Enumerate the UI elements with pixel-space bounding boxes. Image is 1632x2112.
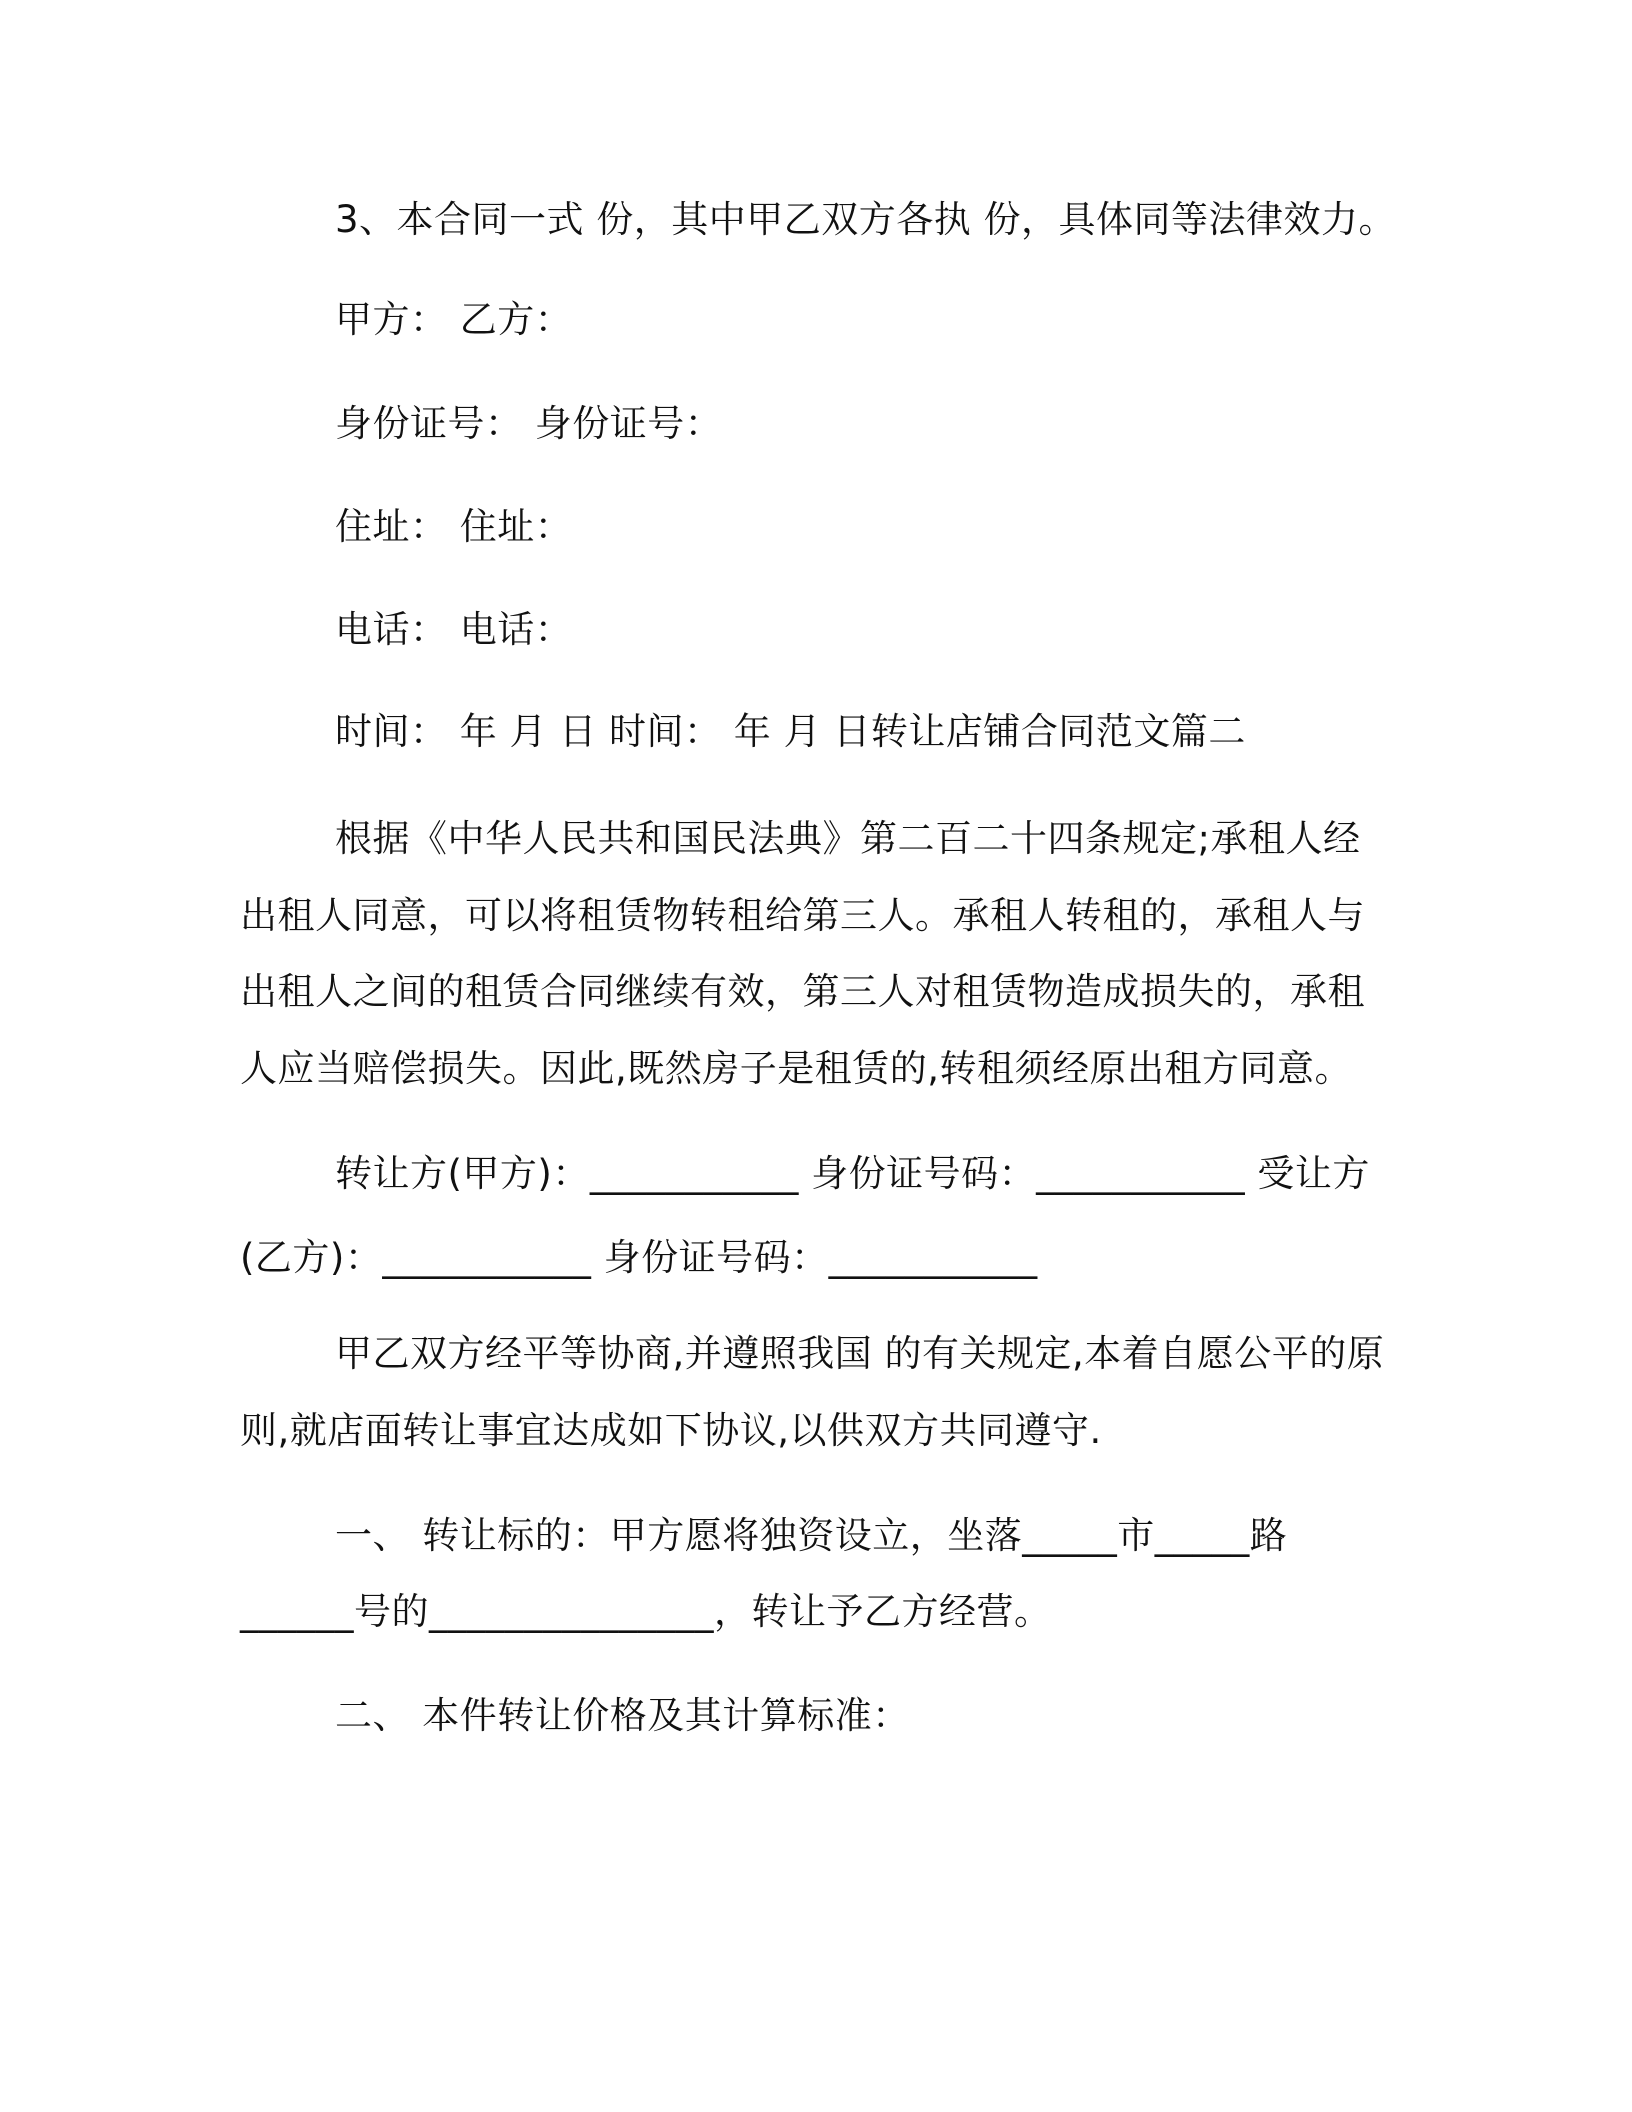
- signature-id-labels: 身份证号： 身份证号：: [335, 402, 723, 445]
- signature-party-labels: 甲方： 乙方：: [335, 298, 573, 341]
- paragraph-legal-basis-line-1: 根据《中华人民共和国民法典》第二百二十四条规定;承租人经: [335, 817, 1361, 860]
- signature-phone-labels: 电话： 电话：: [335, 608, 573, 651]
- agreement-preamble-line-1: 甲乙双方经平等协商,并遵照我国 的有关规定,本着自愿公平的原: [335, 1332, 1385, 1375]
- transferor-info-line-2: (乙方)：___________ 身份证号码：___________: [240, 1236, 1038, 1279]
- clause-1-line-2: ______号的_______________，转让予乙方经营。: [240, 1590, 1052, 1633]
- paragraph-legal-basis-line-2: 出租人同意，可以将租赁物转租给第三人。承租人转租的，承租人与: [240, 894, 1365, 937]
- transferor-info-line-1: 转让方(甲方)：___________ 身份证号码：___________ 受让方: [335, 1152, 1370, 1195]
- clause-2-heading: 二、 本件转让价格及其计算标准：: [335, 1694, 910, 1737]
- clause-3-copies: 3、本合同一式 份，其中甲乙双方各执 份，具体同等法律效力。: [335, 198, 1397, 241]
- signature-date-and-section-title: 时间： 年 月 日 时间： 年 月 日转让店铺合同范文篇二: [335, 710, 1246, 753]
- paragraph-legal-basis-line-4: 人应当赔偿损失。因此,既然房子是租赁的,转租须经原出租方同意。: [240, 1047, 1353, 1090]
- paragraph-legal-basis-line-3: 出租人之间的租赁合同继续有效，第三人对租赁物造成损失的，承租: [240, 970, 1365, 1013]
- agreement-preamble-line-2: 则,就店面转让事宜达成如下协议,以供双方共同遵守.: [240, 1409, 1102, 1452]
- signature-address-labels: 住址： 住址：: [335, 505, 573, 548]
- clause-1-line-1: 一、 转让标的：甲方愿将独资设立，坐落_____市_____路: [335, 1514, 1288, 1557]
